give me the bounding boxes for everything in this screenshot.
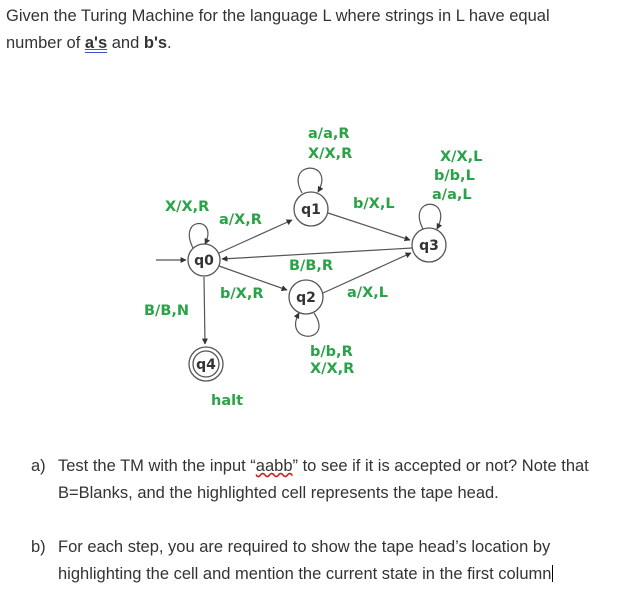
intro-text: Given the Turing Machine for the language L where strings in L have equal number of xyxy=(6,7,550,52)
question-b-letter: b) xyxy=(31,538,46,556)
label-q2-q3: a/X,L xyxy=(347,285,389,301)
label-q1-loop-2: X/X,R xyxy=(308,146,353,162)
label-q0-loop: X/X,R xyxy=(165,199,210,215)
state-q1-label: q1 xyxy=(301,202,321,218)
edge-q0-q4 xyxy=(204,277,205,344)
state-q2-label: q2 xyxy=(296,290,316,306)
question-b xyxy=(31,534,611,588)
label-q2-loop-1: b/b,R xyxy=(310,344,353,360)
intro-end: . xyxy=(167,34,172,52)
state-q3-label: q3 xyxy=(419,238,439,254)
edge-q1-q3 xyxy=(328,213,410,240)
loop-q2 xyxy=(296,313,319,336)
state-q0-label: q0 xyxy=(194,253,214,269)
label-q3-loop-2: b/b,L xyxy=(434,168,475,184)
question-a-after: ” to see if it is accepted or not? Note that B=Blanks, and the highlighted cell represents the tape head. xyxy=(58,457,589,502)
question-a-input: aabb xyxy=(255,457,293,475)
loop-q3 xyxy=(419,204,440,229)
question-a xyxy=(31,453,611,507)
label-q0-q4: B/B,N xyxy=(144,303,190,319)
label-halt: halt xyxy=(211,393,244,409)
intro-and: and xyxy=(107,34,144,52)
loop-q1 xyxy=(298,168,322,193)
label-q2-loop-2: X/X,R xyxy=(310,361,355,377)
symbol-b: b's xyxy=(143,34,168,52)
label-q1-q3: b/X,L xyxy=(353,196,395,212)
label-q0-q2: b/X,R xyxy=(220,286,264,302)
label-q1-loop-1: a/a,R xyxy=(308,126,350,142)
state-q4-label: q4 xyxy=(196,357,216,373)
question-a-text xyxy=(58,453,611,507)
question-b-body: For each step, you are required to show the tape head’s location by highlighting the cell and mention the current state in the first column xyxy=(58,538,552,583)
question-b-text xyxy=(58,534,611,588)
question-a-before: Test the TM with the input “ xyxy=(58,457,256,475)
symbol-a: a's xyxy=(84,34,108,52)
label-q0-q1: a/X,R xyxy=(219,212,262,228)
label-q3-loop-1: X/X,L xyxy=(440,149,483,165)
text-cursor xyxy=(552,565,553,582)
label-q3-loop-3: a/a,L xyxy=(432,187,472,203)
question-a-letter: a) xyxy=(31,457,46,475)
label-q3-q0: B/B,R xyxy=(289,258,334,274)
